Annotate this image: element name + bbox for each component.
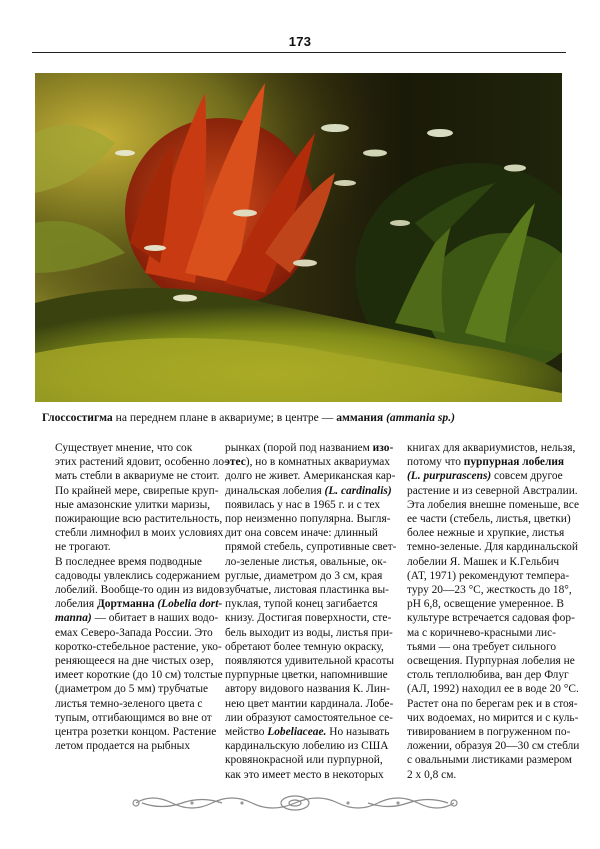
column-2 [225, 441, 397, 781]
text-line: руглые, диаметром до 3 см, края [225, 569, 383, 582]
text-line: столь теплолюбива, ван дер Флуг [407, 669, 569, 682]
aquarium-photo [35, 73, 562, 402]
text-line: освещения. Пурпурная лобелия не [407, 655, 575, 668]
text-line: (АЛ, 1992) находил ее в воде 20 °С. [407, 683, 579, 696]
text-line: растение и из северной Австралии. [407, 484, 578, 497]
text-line: Эта лобелия внешне поменьше, все [407, 498, 579, 511]
text-columns [43, 441, 580, 781]
text-line: тупым, отгибающимся во вне от [55, 711, 212, 724]
text-line: ее части (стебель, листья, цветки) [407, 513, 571, 526]
text-line: туру 20—23 °С, жесткость до 18°, [407, 584, 572, 597]
caption-glossostigma: Глоссостигма [42, 411, 113, 424]
text-line: имеет короткие (до 10 см) толстые [55, 669, 223, 682]
text-line: емах Северо-Запада России. Это [55, 626, 213, 639]
text-line: появляются удивительной красоты [225, 655, 395, 668]
text-line: лобелии Я. Машек и К.Гельбич [407, 555, 560, 568]
text-line: зубчатые, листовая пластинка вы- [225, 584, 389, 597]
text-line: темно-зеленые. Для кардинальской [407, 541, 578, 554]
text-line: По крайней мере, свирепые круп- [55, 484, 219, 497]
text-line: ма с коричнево-красными лис- [407, 626, 556, 639]
text-line: более нежные и хрупкие, листья [407, 527, 565, 540]
text-line: культуре встречается садовая фор- [407, 612, 575, 625]
text-line: мать стебли в аквариуме не стоит. [55, 470, 220, 483]
text-line: листья темно-зеленого цвета с [55, 697, 203, 710]
text-line: реняющееся на дне чистых озер, [55, 655, 214, 668]
text-line: (диаметром до 5 мм) трубчатые [55, 683, 209, 696]
paragraph-cardinalis-end [225, 739, 395, 782]
line-purpurascens: (L. purpurascens) совсем другое [407, 470, 563, 483]
text-line: тьями — она требует сильного [407, 640, 557, 653]
header-rule [32, 52, 566, 53]
text-line: (АТ, 1971) рекомендуют темпера- [407, 569, 570, 582]
text-line: обретают более темную окраску, [225, 640, 384, 653]
paragraph-lobelia-rest [43, 626, 223, 754]
text-line: чих водоемах, но мирится и с куль- [407, 711, 579, 724]
line-cardinalis: динальская лобелия (L. cardinalis) [225, 484, 392, 497]
line-lobeliaceae: мейство Lobeliaceae. Но называть [225, 726, 390, 739]
column-3 [407, 441, 580, 781]
line-dortmanna-2: manna) — обитает в наших водо- [55, 612, 219, 625]
text-line: пор неизменно популярна. Выгля- [225, 513, 391, 526]
text-line: лии образуют самостоятельное се- [225, 711, 393, 724]
text-line: пурпурные цветки, напомнившие [225, 669, 388, 682]
paragraph-cardinalis [225, 498, 395, 725]
text-line: лобелий. Вообще-то один из видов [55, 584, 225, 597]
decorative-ornament [132, 790, 458, 816]
text-line: летом продается на рыбных [55, 740, 191, 753]
text-line: ложении, образуя 20—30 см стебли [407, 740, 580, 753]
text-line: ло-зеленые листья, овальные, ок- [225, 555, 387, 568]
line-izoetes: рынках (порой под названием изо- [225, 442, 394, 454]
column-1 [43, 441, 228, 756]
text-line: пожирающие всю растительность, [55, 513, 223, 526]
paragraph-purple-lobelia [407, 484, 580, 782]
line-izoetes-2: этес), но в комнатных аквариумах [225, 456, 390, 469]
line-american: долго не живет. Американская кар- [225, 470, 396, 483]
line-books: книгах для аквариумистов, нельзя, [407, 442, 576, 454]
line-dortmanna: лобелия Дортманна (Lobelia dort- [55, 598, 223, 611]
text-line: садоводы увлеклись содержанием [55, 569, 221, 582]
text-line: нею цвет мантии кардинала. Лобе- [225, 697, 394, 710]
text-line: этих растений ядовит, особенно ло- [55, 456, 228, 469]
text-line: появилась у нас в 1965 г. и с тех [225, 498, 381, 511]
aquarium-plants-illustration [35, 73, 562, 402]
text-line: не трогают. [55, 541, 111, 554]
text-line: бель выходит из воды, листья при- [225, 626, 393, 639]
text-line: тивированием в погруженном по- [407, 726, 571, 739]
paragraph-lobelia-lines [43, 555, 225, 598]
caption-text: на переднем плане в аквариуме; в центре — [112, 411, 337, 424]
text-line: прямой стебель, супротивные свет- [225, 541, 397, 554]
text-line: кровянокрасной или пурпурной, [225, 754, 383, 767]
text-line: В последнее время подводные [55, 555, 202, 568]
line-purple-lobelia: потому что пурпурная лобелия [407, 456, 565, 469]
text-line: пуклая, тупой конец загибается [225, 598, 378, 611]
caption-latin: (ammania sp.) [383, 411, 455, 424]
text-line: автору видового названия К. Лин- [225, 683, 390, 696]
page-number: 173 [288, 34, 312, 49]
text-line: ные амазонские улитки маризы, [55, 498, 211, 511]
text-line: Растет она по берегам рек и в стоя- [407, 697, 578, 710]
paragraph-lobelia-intro [43, 555, 225, 754]
paragraph-toxicity [43, 441, 228, 555]
text-line: коротко-стебельное растение, уко- [55, 640, 222, 653]
text-line: дит она совсем иначе: длинный [225, 527, 378, 540]
caption-ammania: аммания [336, 411, 384, 424]
text-line: центра розетки концом. Растение [55, 726, 217, 739]
text-line: как это имеет место в некоторых [225, 768, 384, 781]
text-line: Существует мнение, что сок [55, 442, 193, 454]
text-line: кардинальскую лобелию из США [225, 740, 389, 753]
text-line: 2 х 0,8 см. [407, 768, 457, 781]
text-line: с овальными листиками размером [407, 754, 572, 767]
photo-caption [42, 411, 572, 425]
text-line: рН 6,8, освещение умеренное. В [407, 598, 564, 611]
text-line: книзу. Достигая поверхности, сте- [225, 612, 392, 625]
text-line: стебли лимнофил в моих условиях [55, 527, 224, 540]
